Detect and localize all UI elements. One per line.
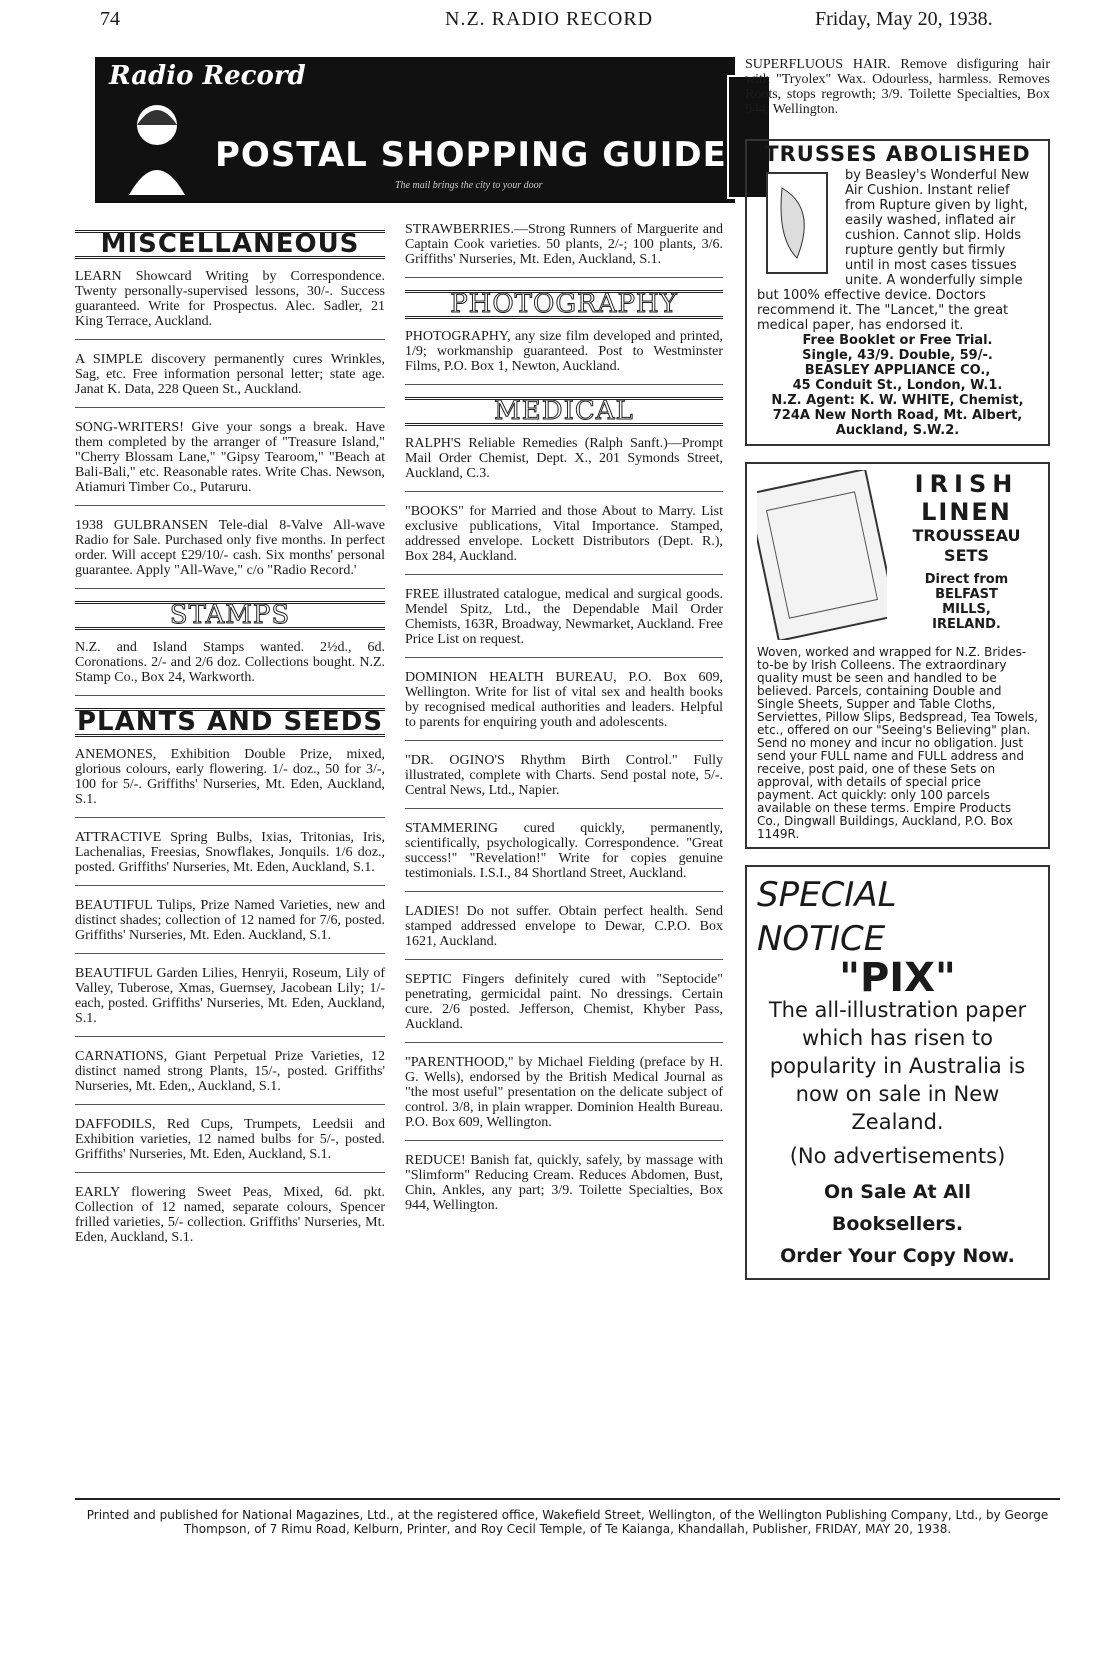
page-number: 74 <box>100 8 120 30</box>
masthead-logo: Radio Record <box>109 61 306 91</box>
linen-direct: Direct from <box>924 572 1009 587</box>
ad-item: SEPTIC Fingers definitely cured with "Septocide" penetrating, germicidal paint. No dressings. Certain cure. 2/6 posted. Jefferson, Chemist, Khyber Pass, Auckland. <box>405 972 723 1043</box>
trusses-agent-address: 724A New North Road, Mt. Albert, <box>772 408 1023 423</box>
issue-date: Friday, May 20, 1938. <box>815 8 993 30</box>
ad-item: A SIMPLE discovery permanently cures Wrinkles, Sag, etc. Free information personal letter; state age. Janat K. Data, 228 Queen St., Auckland. <box>75 352 385 408</box>
column-left <box>75 222 385 1267</box>
linen-mills-2: MILLS, <box>942 602 991 617</box>
truss-illustration-icon <box>757 168 837 278</box>
column-middle <box>405 222 723 1235</box>
linen-title-sets: SETS <box>944 546 989 565</box>
trusses-address: 45 Conduit St., London, W.1. <box>792 378 1003 393</box>
ad-item: FREE illustrated catalogue, medical and surgical goods. Mendel Spitz, Ltd., the Dependable Mail Order Chemists, 163R, Broadway, Newmarket, Auckland. Free Price List on request. <box>405 587 723 658</box>
linen-box-illustration-icon <box>757 470 887 640</box>
linen-title-linen: LINEN <box>921 498 1012 526</box>
pix-order: Order Your Copy Now. <box>780 1245 1015 1267</box>
ad-item: ANEMONES, Exhibition Double Prize, mixed, glorious colours, early flowering. 1/- doz., 50 for 3/-, 100 for 5/-. Griffiths' Nurseries, Mt. Eden, Auckland, S.1. <box>75 747 385 818</box>
ad-item: ATTRACTIVE Spring Bulbs, Ixias, Tritonias, Iris, Lachenalias, Freesias, Snowflakes, Jonquils. 1/6 doz., posted. Griffiths' Nurseries, Mt. Eden, Auckland, S.1. <box>75 830 385 886</box>
ad-item: STRAWBERRIES.—Strong Runners of Marguerite and Captain Cook varieties. 50 plants, 2/-; 100 plants, 3/6. Griffiths' Nurseries, Mt. Eden, Auckland, S.1. <box>405 222 723 278</box>
linen-mills-3: IRELAND. <box>932 617 1001 632</box>
section-heading-photography: PHOTOGRAPHY <box>405 290 723 319</box>
pix-on-sale: On Sale At All Booksellers. <box>824 1181 971 1235</box>
linen-title-irish: IRISH <box>914 470 1019 498</box>
ad-item: STAMMERING cured quickly, permanently, scientifically, psychologically. Correspondence. "Great success!" "Revelation!" Write for copies genuine testimonials. I.S.I., 84 Shortland Street, Auckland. <box>405 821 723 892</box>
ad-item: DAFFODILS, Red Cups, Trumpets, Leedsii and Exhibition varieties, 12 named bulbs for 5/-, posted. Griffiths' Nurseries, Mt. Eden, Auckland, S.1. <box>75 1117 385 1173</box>
ad-item: "PARENTHOOD," by Michael Fielding (preface by H. G. Wells), endorsed by the British Medical Journal as "the most useful" presentation on the delicate subject of control. 3/8, in plain wrapper. Dominion Health Bureau. P.O. Box 609, Wellington. <box>405 1055 723 1141</box>
ad-item: CARNATIONS, Giant Perpetual Prize Varieties, 12 distinct named strong Plants, 15/-, posted. Griffiths' Nurseries, Mt. Eden,, Auckland, S.1. <box>75 1049 385 1105</box>
ad-item: EARLY flowering Sweet Peas, Mixed, 6d. pkt. Collection of 12 named, separate colours, Spencer frilled varieties, 5/- collection. Griffiths' Nurseries, Mt. Eden, Auckland, S.1. <box>75 1185 385 1245</box>
ad-item: BEAUTIFUL Tulips, Prize Named Varieties, new and distinct shades; collection of 12 named for 7/6, posted. Griffiths' Nurseries, Mt. Eden. Auckland, S.1. <box>75 898 385 954</box>
irish-linen-ad-box <box>745 462 1050 849</box>
pix-description: The all-illustration paper which has risen to popularity in Australia is now on sale in New Zealand. <box>768 998 1027 1134</box>
publisher-imprint: Printed and published for National Magazines, Ltd., at the registered office, Wakefield Street, Wellington, of the Wellington Publishing Company, Ltd., by George Thompson, of 7 Rimu Road, Kelburn, Printer, and Roy Cecil Temple, of Te Kaianga, Khandallah, Publisher, FRIDAY, MAY 20, 1938. <box>75 1498 1060 1536</box>
ad-item: N.Z. and Island Stamps wanted. 2½d., 6d. Coronations. 2/- and 2/6 doz. Collections bought. N.Z. Stamp Co., Box 24, Warkworth. <box>75 640 385 696</box>
section-heading-medical: MEDICAL <box>405 397 723 426</box>
trusses-ad-box <box>745 139 1050 446</box>
ad-item: RALPH'S Reliable Remedies (Ralph Sanft.)—Prompt Mail Order Chemist, Dept. X., 201 Symonds Street, Auckland, C.3. <box>405 436 723 492</box>
trusses-body: by Beasley's Wonderful New Air Cushion. Instant relief from Rupture given by light, easily washed, inflated air cushion. Cannot slip. Holds rupture gently but firmly until in most cases tissues unite. A wonderfully simple but 100% effective device. Doctors recommend it. The "Lancet," the great medical paper, has endorsed it. <box>757 168 1030 333</box>
ad-item: LEARN Showcard Writing by Correspondence. Twenty personally-supervised lessons, 30/-. Success guaranteed. Write for Prospectus. Alec. Sadler, 21 King Terrace, Auckland. <box>75 269 385 340</box>
ad-item: "BOOKS" for Married and those About to Marry. List exclusive publications, Vital Importance. Stamped, addressed envelope. Lockett Distributors (Dept. R.), Box 284, Auckland. <box>405 504 723 575</box>
ad-item: SONG-WRITERS! Give your songs a break. Have them completed by the arranger of "Treasure Island," "Cherry Blossam Lane," "Gipsy Tearoom," "Beach at Bali-Bali," etc. Reasonable rates. Write Chas. Newson, Atiamuri Timber Co., Putaruru. <box>75 420 385 506</box>
publication-title: N.Z. RADIO RECORD <box>445 8 654 30</box>
ad-item: DOMINION HEALTH BUREAU, P.O. Box 609, Wellington. Write for list of vital sex and health books by recognised medical authorities and leaders. Helpful to parents for enquiring youth and adolescents. <box>405 670 723 741</box>
linen-mills-1: BELFAST <box>935 587 998 602</box>
banner-title: POSTAL SHOPPING GUIDE <box>215 135 727 175</box>
trusses-agent: N.Z. Agent: K. W. WHITE, Chemist, <box>771 393 1024 408</box>
trusses-offer: Free Booklet or Free Trial. <box>802 333 993 348</box>
linen-title-trousseau: TROUSSEAU <box>912 526 1021 545</box>
postal-shopping-banner <box>95 57 735 203</box>
section-heading-stamps: STAMPS <box>75 601 385 630</box>
ad-item: 1938 GULBRANSEN Tele-dial 8-Valve All-wave Radio for Sale. Purchased only five months. In perfect order. Will accept £29/10/- cash. Six months' personal guarantee. Apply "All-Wave," c/o "Radio Record.' <box>75 518 385 589</box>
column-right <box>745 57 1050 1296</box>
pix-no-ads: (No advertisements) <box>789 1144 1006 1168</box>
woman-illustration-icon <box>117 95 197 195</box>
special-line-2: NOTICE <box>757 919 886 959</box>
special-line-1: SPECIAL <box>757 875 897 915</box>
trusses-agent-city: Auckland, S.W.2. <box>835 423 960 438</box>
section-heading-plants: PLANTS AND SEEDS <box>76 707 384 737</box>
ad-item: PHOTOGRAPHY, any size film developed and printed, 1/9; workmanship guaranteed. Post to Westminster Films, P.O. Box 1, Newton, Auckland. <box>405 329 723 385</box>
linen-body: Woven, worked and wrapped for N.Z. Brides-to-be by Irish Colleens. The extraordinary quality must be seen and handled to be believed. Parcels, containing Double and Single Sheets, Supper and Table Cloths, Serviettes, Pillow Slips, Bedspread, Tea Towels, etc., offered on our "Seeing's Believing" plan. Send no money and incur no obligation. Just send your FULL name and FULL address and receive, post paid, one of these Sets on approval, with details of special price payment. Act quickly: only 100 parcels available on these terms. Empire Products Co., Dingwall Buildings, Auckland, P.O. Box 1149R. <box>757 645 1038 841</box>
trusses-title: TRUSSES ABOLISHED <box>764 142 1031 166</box>
trusses-prices: Single, 43/9. Double, 59/-. <box>802 348 993 363</box>
pix-special-notice-box <box>745 865 1050 1280</box>
banner-subtitle: The mail brings the city to your door <box>395 180 543 191</box>
ad-item: LADIES! Do not suffer. Obtain perfect health. Send stamped addressed envelope to Dewar, C.P.O. Box 1621, Auckland. <box>405 904 723 960</box>
ad-item: REDUCE! Banish fat, quickly, safely, by massage with "Slimform" Reducing Cream. Reduces Abdomen, Bust, Chin, Ankles, any part; 3/9. Toilette Specialties, Box 944, Wellington. <box>405 1153 723 1213</box>
ad-item-superfluous-hair: SUPERFLUOUS HAIR. Remove disfiguring hair with "Tryolex" Wax. Odourless, harmless. Removes Roots, stops regrowth; 3/9. Toilette Specialties, Box 944, Wellington. <box>745 57 1050 117</box>
section-heading-miscellaneous: MISCELLANEOUS <box>75 230 385 259</box>
ad-item: BEAUTIFUL Garden Lilies, Henryii, Roseum, Lily of Valley, Tuberose, Xmas, Guernsey, Jacobean Lily; 1/- each, posted. Griffiths' Nurseries, Mt. Eden, Auckland, S.1. <box>75 966 385 1037</box>
trusses-company: BEASLEY APPLIANCE CO., <box>804 363 991 378</box>
pix-title: "PIX" <box>839 955 956 1001</box>
ad-item: "DR. OGINO'S Rhythm Birth Control." Fully illustrated, complete with Charts. Send postal note, 5/-. Central News, Ltd., Napier. <box>405 753 723 809</box>
